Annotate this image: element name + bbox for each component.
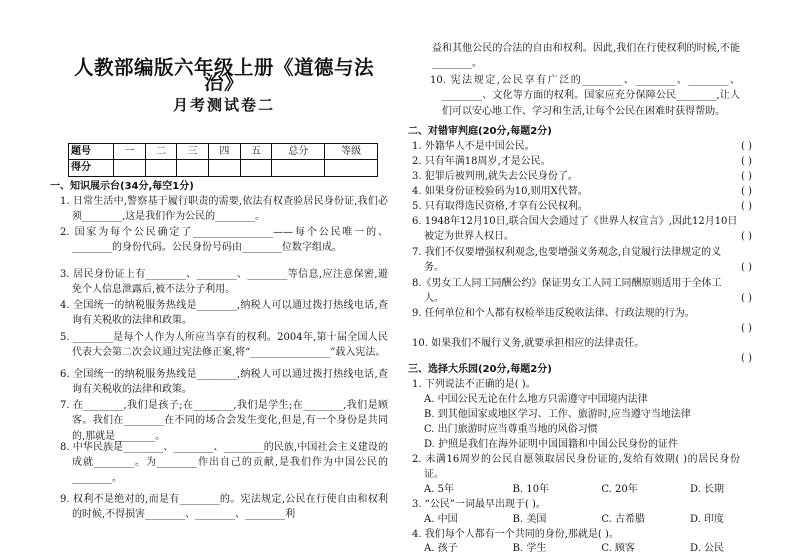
tf-text: 1. 外籍华人不是中国公民。 (412, 141, 535, 152)
fill-item-7: 7. 在________,我们是孩子;在________,我们是学生;在________,我们是顾客。我们在________在不同的场合会发生变化,但是,有一个身份是共同的,那就是________。 (60, 400, 388, 442)
tf-item-2 (412, 154, 752, 169)
section1-heading: 一、知识展示台(34分,每空1分) (50, 181, 194, 192)
section2-heading: 二、对错审判庭(20分,每题2分) (408, 126, 552, 137)
score-cell: 总分 (272, 144, 325, 160)
choice-option[interactable]: A. 中国 (424, 514, 458, 525)
score-cell[interactable] (272, 160, 325, 176)
choice-option[interactable]: A. 中国公民无论在什么地方只需遵守中国境内法律 (424, 394, 648, 405)
choice-option[interactable]: D. 印度 (690, 514, 725, 525)
choice-option[interactable]: D. 长期 (690, 484, 725, 495)
tf-item-1 (412, 139, 752, 154)
score-cell: 等级 (325, 144, 378, 160)
choice-options-row (424, 482, 740, 497)
answer-paren[interactable]: ( ) (741, 171, 752, 182)
fill-item-6: 6. 全国统一的纳税服务热线是________,纳税人可以通过拨打热线电话,查询有关税收的法律和政策。 (60, 369, 388, 396)
answer-paren[interactable]: ( ) (741, 262, 752, 273)
fill-item-8: 8. 中华民族是________、________、________的民族,中国社会主义建设的成就________。为________作出自己的贡献,是我们作为中国公民的________。 (60, 442, 388, 484)
choice-option[interactable]: C. 出门旅游时应当尊重当地的风俗习惯 (424, 424, 598, 435)
fill-item-3: 3. 居民身份证上有________、________、________等信息,应注意保密,避免个人信息泄露后,被不法分子利用。 (60, 269, 388, 296)
answer-paren[interactable]: ( ) (741, 141, 752, 152)
fill-item-9: 9. 权利不是绝对的,而是有________的。宪法规定,公民在行使自由和权利的时候,不得损害________、________、________利 (60, 494, 388, 521)
tf-text: 8.《男女工人同工同酬公约》保证男女工人同工同酬原则适用于全体工人。 (412, 278, 722, 305)
page-subtitle: 月考测试卷二 (172, 96, 275, 114)
score-cell: 四 (209, 144, 241, 160)
tf-text: 4. 如果身份证校验码为10,则用X代替。 (412, 186, 588, 197)
fill-item-2: 2. 国家为每个公民确定了________________——每个公民唯一的、________的身份代码。公民身份号码由________位数字组成。 (60, 227, 388, 254)
tf-item-4 (412, 184, 752, 199)
score-cell: 三 (177, 144, 209, 160)
tf-text: 9. 任何单位和个人都有权检举违反税收法律、行政法规的行为。 (412, 308, 695, 319)
score-cell: 五 (240, 144, 272, 160)
tf-text: 3. 犯罪后被判刑,就失去公民身份了。 (412, 171, 578, 182)
section3-heading: 三、选择大乐园(20分,每题2分) (408, 364, 552, 375)
tf-item-10 (412, 336, 752, 364)
tf-item-9 (412, 306, 752, 334)
tf-text: 2. 只有年满18周岁,才是公民。 (412, 156, 551, 167)
tf-item-3 (412, 169, 752, 184)
score-cell: 得分 (69, 160, 114, 176)
fill-item-4: 4. 全国统一的纳税服务热线是________,纳税人可以通过拨打热线电话,查询有关税收的法律和政策。 (60, 300, 388, 327)
choice-question-3: 3. “公民”一词最早出现于( )。 (412, 499, 546, 510)
tf-text: 6. 1948年12月10日,联合国大会通过了《世界人权宣言》,因此12月10日被定为世界人权日。 (412, 216, 738, 243)
choice-question-1: 1. 下列说法不正确的是( )。 (412, 379, 536, 390)
score-cell[interactable] (209, 160, 241, 176)
score-cell[interactable] (114, 160, 146, 176)
answer-paren[interactable]: ( ) (741, 201, 752, 212)
choice-option[interactable]: B. 学生 (512, 543, 547, 554)
choice-option[interactable]: B. 到其他国家或地区学习、工作、旅游时,应当遵守当地法律 (424, 409, 691, 420)
answer-paren[interactable]: ( ) (741, 293, 752, 304)
fill-item-1: 1. 日常生活中,警察基于履行职责的需要,依法有权查验居民身份证,我们必须________,这是我们作为公民的________。 (60, 196, 388, 223)
choice-option[interactable]: C. 古希腊 (601, 514, 645, 525)
tf-item-6 (412, 214, 752, 245)
score-table-header-row (69, 144, 378, 160)
tf-item-5 (412, 199, 752, 214)
answer-paren[interactable]: ( ) (741, 353, 752, 364)
answer-paren[interactable]: ( ) (741, 231, 752, 242)
choice-option[interactable]: B. 美国 (512, 514, 547, 525)
tf-text: 10. 如果我们不履行义务,就要承担相应的法律责任。 (412, 338, 645, 349)
choice-question-4: 4. 我们每个人都有一个共同的身份,那就是( )。 (412, 529, 619, 540)
tf-item-7 (412, 245, 752, 276)
score-cell: 一 (114, 144, 146, 160)
score-cell[interactable] (240, 160, 272, 176)
score-table-score-row (69, 160, 378, 176)
score-cell: 二 (145, 144, 177, 160)
choice-option[interactable]: B. 10年 (512, 484, 550, 495)
choice-option[interactable]: D. 护照是我们在海外证明中国国籍和中国公民身份的证件 (424, 439, 679, 450)
choice-option[interactable]: D. 公民 (690, 543, 725, 554)
tf-text: 5. 只有取得选民资格,才享有公民权利。 (412, 201, 588, 212)
choice-options-row (424, 541, 740, 556)
score-cell[interactable] (177, 160, 209, 176)
choice-question-2: 2. 未满16周岁的公民自愿领取居民身份证的,发给有效期( )的居民身份证。 (412, 454, 740, 481)
tf-item-8 (412, 276, 752, 307)
choice-option[interactable]: C. 20年 (601, 484, 638, 495)
score-cell[interactable] (145, 160, 177, 176)
answer-paren[interactable]: ( ) (741, 186, 752, 197)
answer-paren[interactable]: ( ) (741, 156, 752, 167)
score-table (68, 143, 378, 177)
page-title: 人教部编版六年级上册《道德与法治》 (73, 56, 374, 95)
choice-option[interactable]: A. 孩子 (424, 543, 458, 554)
score-cell[interactable] (325, 160, 378, 176)
tf-text: 7. 我们不仅要增强权利观念,也要增强义务观念,自觉履行法律规定的义务。 (412, 247, 722, 274)
choice-options-row (424, 512, 740, 527)
fill-item-10: 10. 宪法规定,公民享有广泛的________、________、________、________、文化等方面的权利。国家应充分保障公民________,让人们可以安心地工作、学习和生活,让每个公民在困难时获得帮助。 (430, 75, 740, 117)
choice-option[interactable]: C. 顾客 (601, 543, 635, 554)
answer-paren[interactable]: ( ) (741, 323, 752, 334)
choice-option[interactable]: A. 5年 (424, 484, 454, 495)
score-cell: 题号 (69, 144, 114, 160)
fill-item-9-continuation: 益和其他公民的合法的自由和权利。因此,我们在行使权利的时候,不能________。 (432, 43, 740, 70)
fill-item-5: 5. ________是每个人作为人所应当享有的权利。2004年,第十届全国人民代表大会第二次会议通过宪法修正案,将“________________”载入宪法。 (60, 332, 388, 359)
